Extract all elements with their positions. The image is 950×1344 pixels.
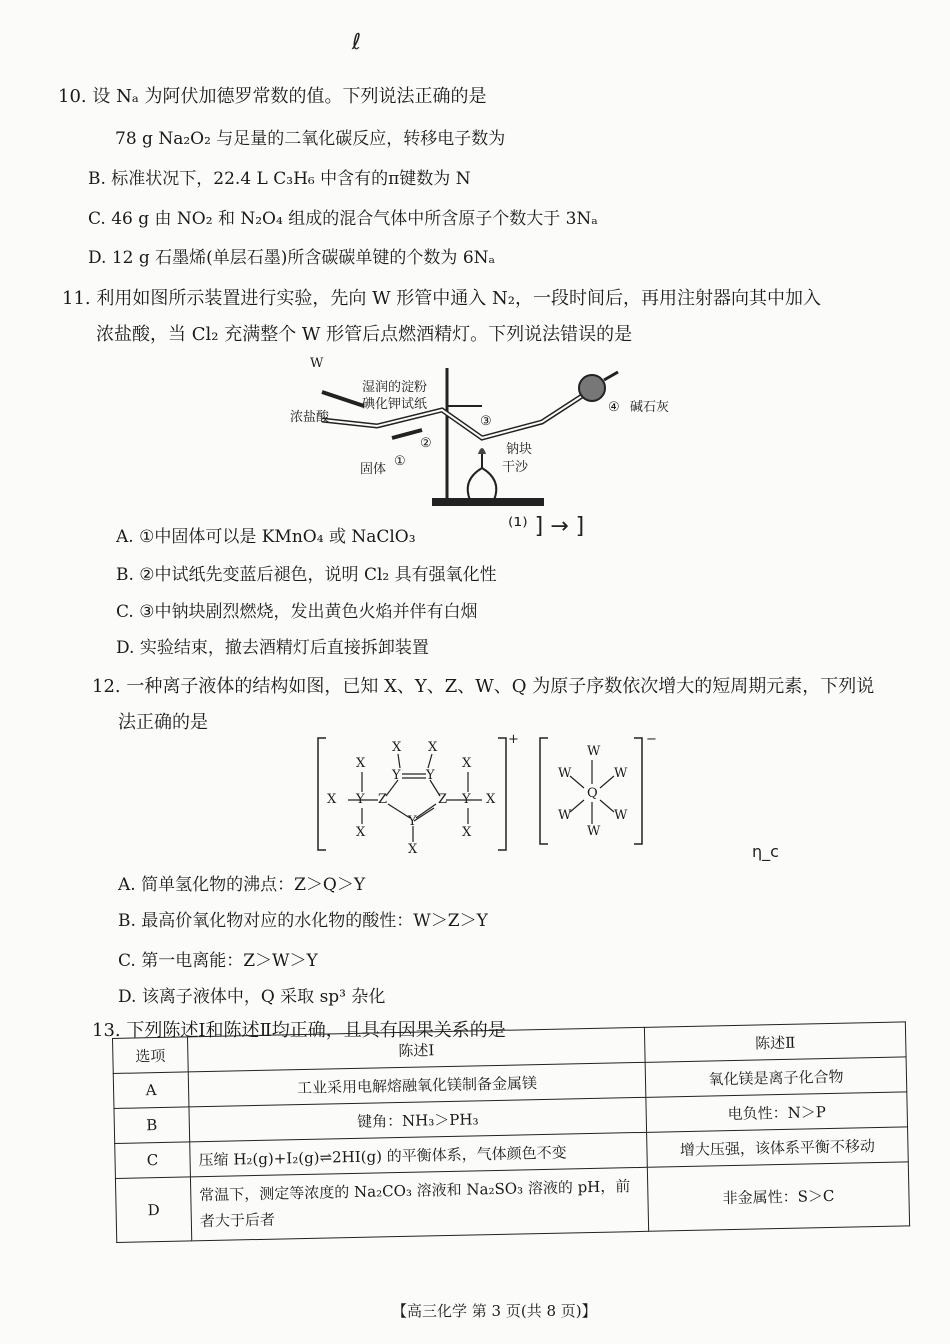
handwritten-mark-top: ℓ <box>352 30 362 55</box>
q10-option-a: 78 g Na₂O₂ 与足量的二氧化碳反应，转移电子数为 <box>115 129 506 149</box>
row-b-statement-1: 键角：NH₃＞PH₃ <box>189 1097 647 1142</box>
ionic-liquid-structure <box>312 732 672 860</box>
atom-y: Y <box>392 768 401 783</box>
q12-option-d: D. 该离子液体中，Q 采取 sp³ 杂化 <box>118 987 386 1007</box>
row-d-statement-1: 常温下，测定等浓度的 Na₂CO₃ 溶液和 Na₂SO₃ 溶液的 pH，前者大于后者 <box>190 1167 648 1241</box>
atom-x: X <box>356 825 366 840</box>
atom-w: W <box>587 744 601 759</box>
atom-y: Y <box>356 792 365 807</box>
label-num-1: ① <box>394 454 406 469</box>
label-soda-lime: 碱石灰 <box>630 400 670 415</box>
atom-w: W <box>614 808 628 823</box>
atom-x: X <box>408 842 418 857</box>
q12-option-a: A. 简单氢化物的沸点：Z＞Q＞Y <box>118 875 366 895</box>
label-hcl: 浓盐酸 <box>290 410 330 425</box>
q11-option-d: D. 实验结束，撤去酒精灯后直接拆卸装置 <box>116 638 429 658</box>
row-d-option: D <box>115 1177 191 1243</box>
q10-stem: 10. 设 Nₐ 为阿伏加德罗常数的值。下列说法正确的是 <box>58 86 487 107</box>
row-a-option: A <box>113 1072 189 1109</box>
label-w: W <box>310 356 324 371</box>
page-footer: 【高三化学 第 3 页(共 8 页)】 <box>392 1302 597 1320</box>
label-dry-sand: 干沙 <box>502 460 529 475</box>
header-option: 选项 <box>113 1037 189 1074</box>
row-a-statement-1: 工业采用电解熔融氧化镁制备金属镁 <box>188 1062 646 1107</box>
q10-option-c: C. 46 g 由 NO₂ 和 N₂O₄ 组成的混合气体中所含原子个数大于 3Nₐ <box>88 209 598 229</box>
label-paper-line1: 湿润的淀粉 <box>362 380 428 395</box>
q12-option-b: B. 最高价氧化物对应的水化物的酸性：W＞Z＞Y <box>118 911 488 931</box>
row-c-statement-2: 增大压强，该体系平衡不移动 <box>647 1127 909 1167</box>
handwritten-note-right: η_c <box>752 842 779 861</box>
label-num-4: ④ <box>608 400 620 415</box>
label-paper-line2: 碘化钾试纸 <box>362 397 428 412</box>
atom-x: X <box>392 740 402 755</box>
row-a-statement-2: 氧化镁是离子化合物 <box>645 1057 907 1097</box>
atom-x: X <box>462 825 472 840</box>
handwritten-bracket-note: ⁽¹⁾ ] → ] <box>508 514 585 539</box>
q11-option-b: B. ②中试纸先变蓝后褪色，说明 Cl₂ 具有强氧化性 <box>116 565 497 585</box>
row-c-option: C <box>115 1142 191 1179</box>
row-b-option: B <box>114 1107 190 1144</box>
q10-option-d: D. 12 g 石墨烯(单层石墨)所含碳碳单键的个数为 6Nₐ <box>88 248 496 268</box>
atom-x: X <box>462 756 472 771</box>
q12-stem-line1: 12. 一种离子液体的结构如图，已知 X、Y、Z、W、Q 为原子序数依次增大的短周期元素，下列说 <box>92 676 875 697</box>
row-b-statement-2: 电负性：N＞P <box>646 1092 908 1132</box>
q10-option-b: B. 标准状况下，22.4 L C₃H₆ 中含有的π键数为 N <box>88 169 471 189</box>
header-statement-1: 陈述Ⅰ <box>187 1027 645 1072</box>
label-solid: 固体 <box>360 462 387 477</box>
atom-q: Q <box>587 786 598 801</box>
q11-option-a: A. ①中固体可以是 KMnO₄ 或 NaClO₃ <box>116 527 416 547</box>
atom-z: Z <box>378 792 388 807</box>
label-num-2: ② <box>420 436 432 451</box>
q11-stem-line2: 浓盐酸，当 Cl₂ 充满整个 W 形管后点燃酒精灯。下列说法错误的是 <box>96 324 633 345</box>
label-num-3: ③ <box>480 414 492 429</box>
q13-stem: 13. 下列陈述Ⅰ和陈述Ⅱ均正确，且具有因果关系的是 <box>92 1020 506 1041</box>
apparatus-drawing <box>282 350 682 510</box>
atom-x: X <box>428 740 438 755</box>
atom-x: X <box>327 792 337 807</box>
q11-option-c: C. ③中钠块剧烈燃烧，发出黄色火焰并伴有白烟 <box>116 602 478 622</box>
atom-y: Y <box>426 768 435 783</box>
row-d-statement-2: 非金属性：S＞C <box>647 1162 909 1231</box>
q13-table <box>112 1021 910 1243</box>
row-c-statement-1: 压缩 H₂(g)+I₂(g)⇌2HI(g) 的平衡体系，气体颜色不变 <box>190 1132 648 1177</box>
atom-w: W <box>587 824 601 839</box>
q11-stem-line1: 11. 利用如图所示装置进行实验，先向 W 形管中通入 N₂，一段时间后，再用注射器向其中加入 <box>62 288 821 309</box>
q12-stem-line2: 法正确的是 <box>118 712 208 733</box>
apparatus-figure <box>282 350 682 510</box>
anion-charge: − <box>646 732 657 747</box>
atom-y: Y <box>462 792 471 807</box>
atom-w: W <box>558 808 572 823</box>
atom-y: Y <box>408 814 417 829</box>
q12-option-c: C. 第一电离能：Z＞W＞Y <box>118 951 318 971</box>
atom-x: X <box>486 792 496 807</box>
label-sodium: 钠块 <box>506 442 533 457</box>
atom-w: W <box>614 766 628 781</box>
atom-z: Z <box>438 792 448 807</box>
header-statement-2: 陈述Ⅱ <box>644 1022 906 1062</box>
cation-charge: + <box>508 732 519 747</box>
atom-w: W <box>558 766 572 781</box>
atom-x: X <box>356 756 366 771</box>
